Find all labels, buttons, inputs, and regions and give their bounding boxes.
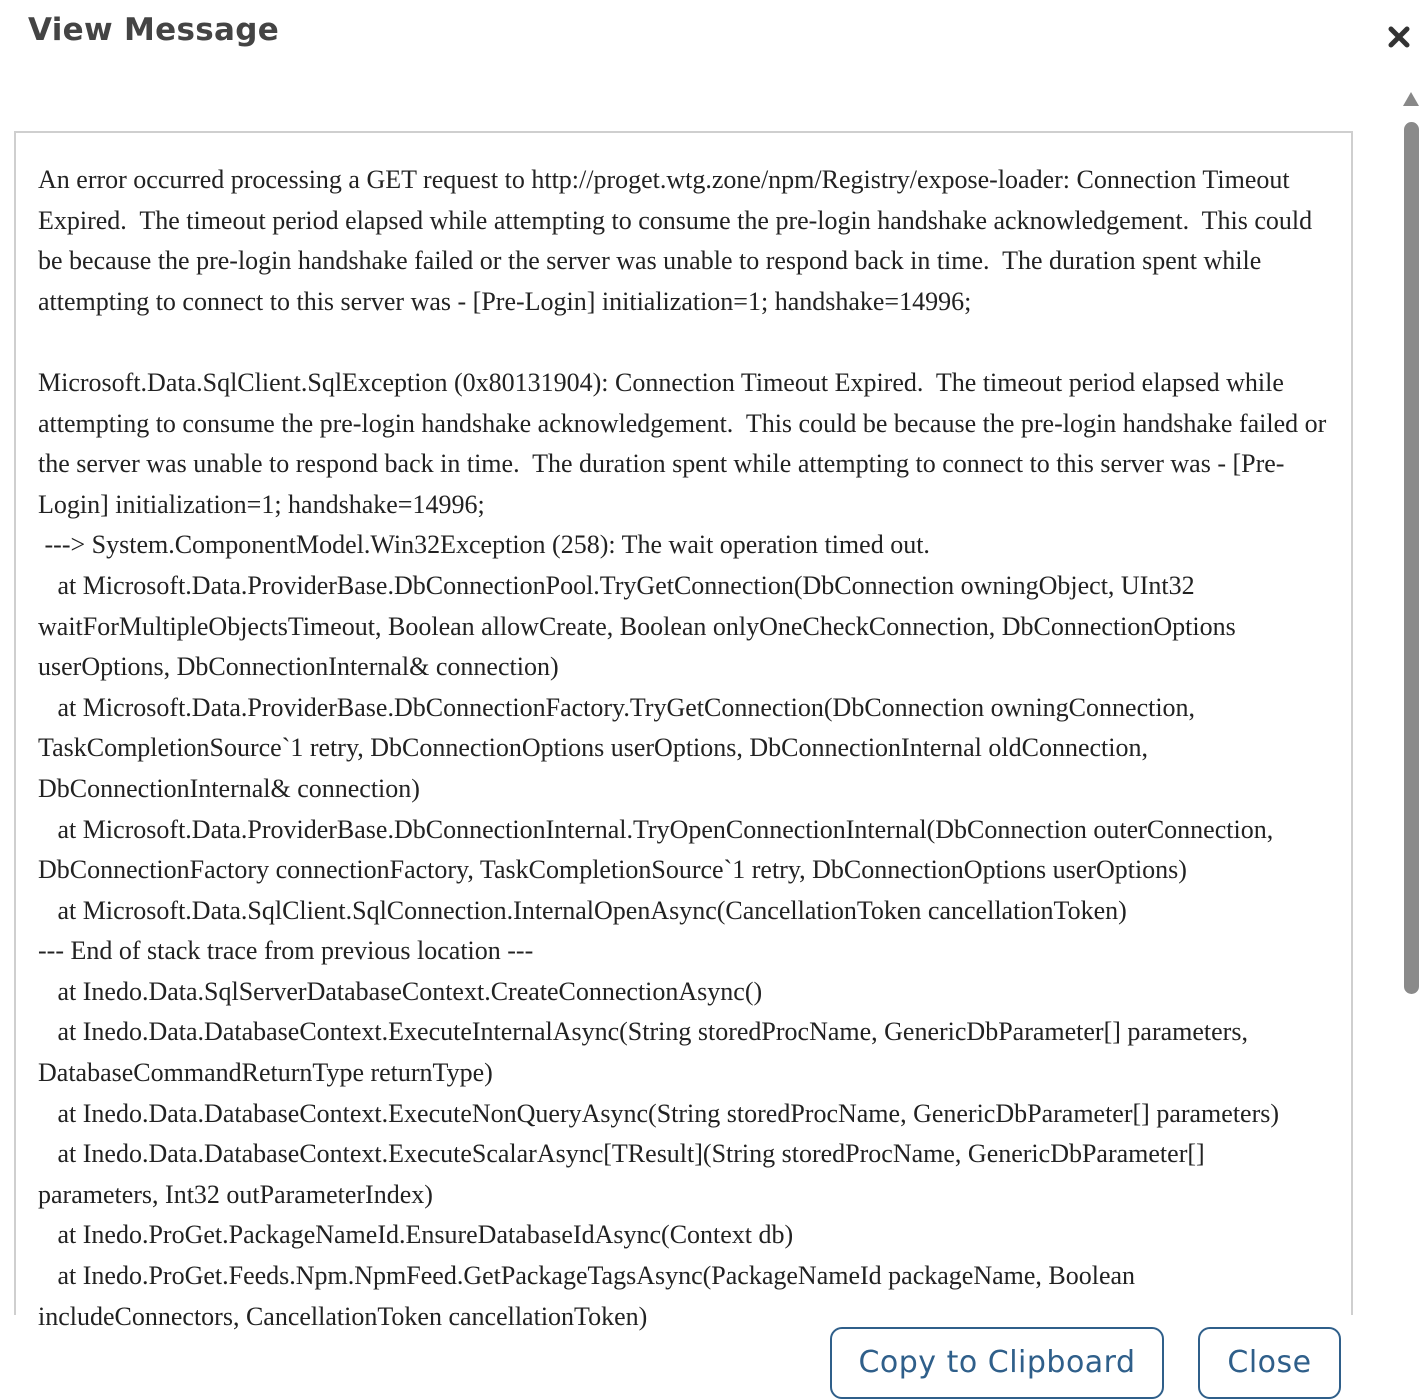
- close-icon[interactable]: [1384, 22, 1414, 52]
- message-textarea[interactable]: [14, 131, 1353, 1331]
- scroll-up-arrow-icon[interactable]: [1403, 92, 1419, 106]
- message-text: An error occurred processing a GET request to http://proget.wtg.zone/npm/Registry/expose-loader: Connection Timeout Expired. The timeout period elapsed while attempting to consume the pre-login handshake acknowledgement. This could be because the pre-login handshake failed or the server was unable to respond back in time. The duration spent while attempting to connect to this server was - [Pre-Login] initialization=1; handshake=14996; Microsoft.Data.SqlClient.SqlException (0x80131904): Connection Timeout Expired. The timeout period elapsed while attempting to consume the pre-login handshake acknowledgement. This could be because the pre-login handshake failed or the server was unable to respond back in time. The duration spent while attempting to connect to this server was - [Pre-Login] initialization=1; handshake=14996; ---> System.ComponentModel.Win32Exception (258): The wait operation timed out. at Microsoft.Data.ProviderBase.DbConnectionPool.TryGetConnection(DbConnection owningObject, UInt32 waitForMultipleObjectsTimeout, Boolean allowCreate, Boolean onlyOneCheckConnection, DbConnectionOptions userOptions, DbConnectionInternal& connection) at Microsoft.Data.ProviderBase.DbConnectionFactory.TryGetConnection(DbConnection owningConnection, TaskCompletionSource`1 retry, DbConnectionOptions userOptions, DbConnectionInternal oldConnection, DbConnectionInternal& connection) at Microsoft.Data.ProviderBase.DbConnectionInternal.TryOpenConnectionInternal(DbConnection outerConnection, DbConnectionFactory connectionFactory, TaskCompletionSource`1 retry, DbConnectionOptions userOptions) at Microsoft.Data.SqlClient.SqlConnection.InternalOpenAsync(CancellationToken cancellationToken) --- End of stack trace from previous location --- at Inedo.Data.SqlServerDatabaseContext.CreateConnectionAsync() at Inedo.Data.DatabaseContext.ExecuteInternalAsync(String storedProcName, GenericDbParameter[] parameters, DatabaseCommandReturnType returnType) at Inedo.Data.DatabaseContext.ExecuteNonQueryAsync(String storedProcName, GenericDbParameter[] parameters) at Inedo.Data.DatabaseContext.ExecuteScalarAsync[TResult](String storedProcName, GenericDbParameter[] parameters, Int32 outParameterIndex) at Inedo.ProGet.PackageNameId.EnsureDatabaseIdAsync(Context db) at Inedo.ProGet.Feeds.Npm.NpmFeed.GetPackageTagsAsync(PackageNameId packageName, Boolean includeConnectors, CancellationToken cancellationToken): [38, 165, 1327, 1331]
- scrollbar-thumb[interactable]: [1404, 122, 1419, 994]
- close-icon-glyph: [1388, 26, 1410, 48]
- dialog-title: View Message: [28, 12, 280, 48]
- close-button[interactable]: Close: [1198, 1327, 1341, 1399]
- copy-to-clipboard-button[interactable]: Copy to Clipboard: [830, 1327, 1164, 1399]
